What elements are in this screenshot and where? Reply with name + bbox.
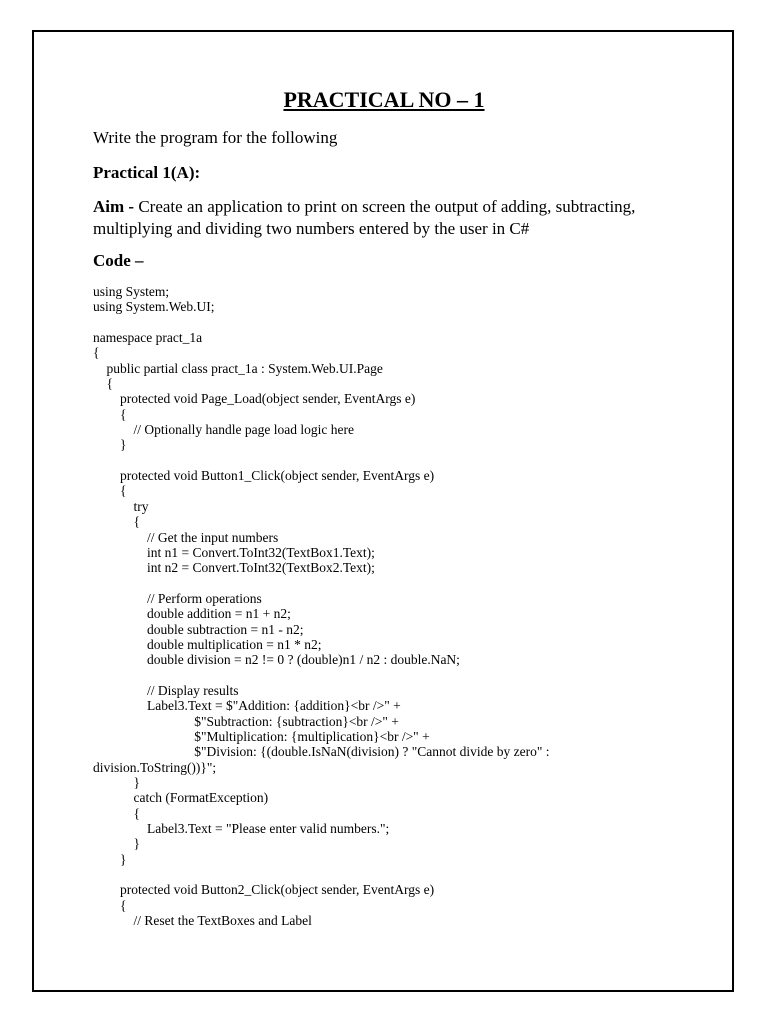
practical-heading: Practical 1(A): (93, 163, 201, 182)
code-line: { (93, 483, 127, 499)
aim-paragraph (93, 196, 653, 240)
code-line: catch (FormatException) (93, 790, 269, 806)
code-line (93, 867, 693, 882)
code-line (93, 315, 693, 330)
code-line: // Display results (93, 682, 239, 698)
code-line: using System.Web.UI; (93, 299, 215, 315)
code-heading: Code – (93, 251, 144, 270)
code-line: try (93, 498, 149, 514)
code-line: { (93, 406, 127, 422)
code-line: double division = n2 != 0 ? (double)n1 / n2 : double.NaN; (93, 652, 460, 668)
code-line: // Reset the TextBoxes and Label (93, 913, 312, 929)
page-title: PRACTICAL NO – 1 (283, 87, 485, 112)
code-line: // Get the input numbers (93, 529, 279, 545)
code-line: } (93, 437, 127, 453)
code-line: $"Division: {(double.IsNaN(division) ? "Cannot divide by zero" : (93, 744, 550, 760)
code-line: $"Multiplication: {multiplication}<br />" + (93, 728, 430, 744)
code-line: Label3.Text = $"Addition: {addition}<br />" + (93, 698, 401, 714)
code-line (93, 576, 693, 591)
code-line: int n1 = Convert.ToInt32(TextBox1.Text); (93, 544, 375, 560)
code-line: double multiplication = n1 * n2; (93, 636, 322, 652)
intro-text: Write the program for the following (93, 128, 338, 147)
code-line: } (93, 775, 140, 790)
aim-label: Aim - (93, 197, 135, 216)
code-line: public partial class pract_1a : System.Web.UI.Page (93, 360, 383, 376)
code-line: { (93, 376, 113, 392)
code-line: $"Subtraction: {subtraction}<br />" + (93, 713, 399, 729)
code-line: // Optionally handle page load logic here (93, 422, 354, 438)
code-line: protected void Button2_Click(object sender, EventArgs e) (93, 882, 435, 898)
code-line: { (93, 345, 100, 361)
code-line: int n2 = Convert.ToInt32(TextBox2.Text); (93, 560, 375, 576)
code-block (93, 284, 693, 928)
code-line: double addition = n1 + n2; (93, 606, 291, 622)
code-line: { (93, 514, 140, 530)
code-line: { (93, 805, 140, 821)
code-line: } (93, 851, 127, 867)
aim-text: Create an application to print on screen the output of adding, subtracting, multiplying and dividing two numbers entered by the user in C# (93, 197, 636, 238)
code-line: } (93, 836, 140, 852)
code-line: namespace pract_1a (93, 330, 203, 346)
code-line: division.ToString())}"; (93, 759, 217, 775)
code-line: protected void Button1_Click(object sender, EventArgs e) (93, 468, 435, 484)
code-line: using System; (93, 284, 170, 299)
code-line: double subtraction = n1 - n2; (93, 621, 304, 637)
code-line: protected void Page_Load(object sender, EventArgs e) (93, 391, 416, 407)
code-line: Label3.Text = "Please enter valid numbers."; (93, 821, 390, 837)
code-line (93, 668, 693, 683)
code-line: { (93, 897, 127, 913)
code-line (93, 453, 693, 468)
code-line: // Perform operations (93, 590, 262, 606)
